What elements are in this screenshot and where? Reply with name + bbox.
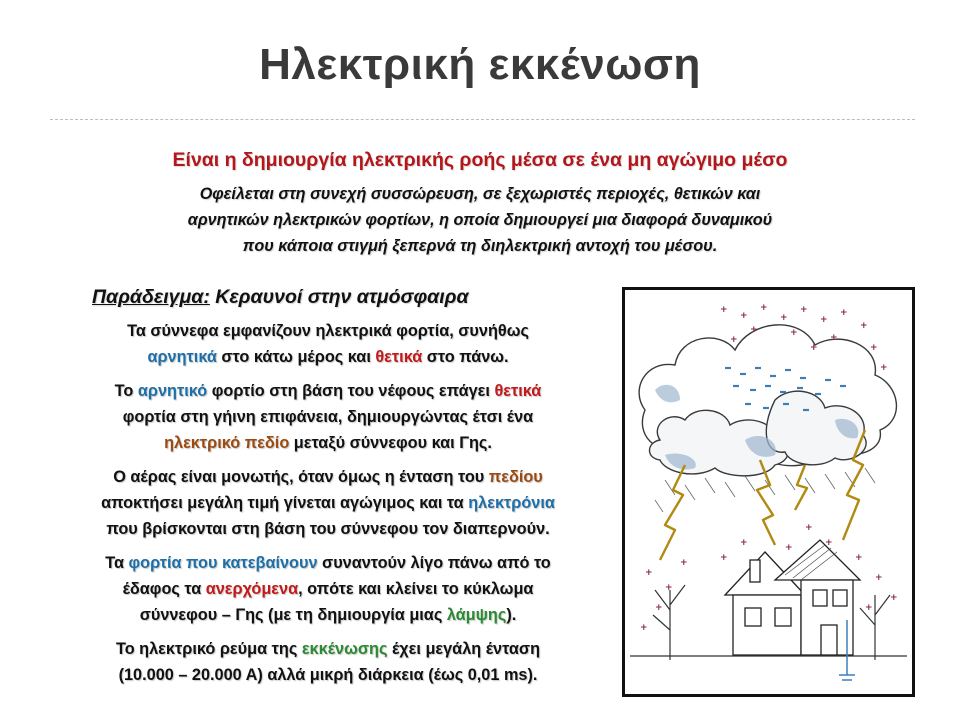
title-divider (50, 119, 915, 120)
svg-text:+: + (890, 593, 898, 603)
svg-text:+: + (875, 573, 883, 583)
svg-text:+: + (810, 343, 818, 353)
example-text: Κεραυνοί στην ατμόσφαιρα (209, 286, 469, 308)
svg-text:+: + (865, 603, 873, 613)
svg-text:+: + (740, 538, 748, 548)
p2-line-1 (48, 378, 608, 404)
p2-negative-word: αρνητικό (137, 382, 208, 400)
svg-text:+: + (860, 321, 868, 331)
thunderstorm-illustration (622, 287, 915, 697)
p4-line-1 (48, 550, 608, 576)
p4-b: συναντούν λίγο πάνω από το (317, 554, 551, 572)
svg-text:+: + (840, 308, 848, 318)
svg-text:+: + (880, 363, 888, 373)
paragraph-4 (48, 550, 608, 628)
p4-a: Τα (105, 554, 129, 572)
svg-text:+: + (790, 328, 798, 338)
p5-b: έχει μεγάλη ένταση (387, 640, 541, 658)
p4-ascending-word: ανερχόμενα (205, 580, 299, 598)
svg-text:+: + (665, 583, 673, 593)
explanation-line-1: Οφείλεται στη συνεχή συσσώρευση, σε ξεχωριστές περιοχές, θετικών και (199, 185, 761, 203)
paragraph-5 (48, 636, 608, 688)
p3-line-1 (48, 464, 608, 490)
slide-title: Ηλεκτρική εκκένωση (259, 40, 701, 89)
p3-electrons-word: ηλεκτρόνια (468, 494, 555, 512)
svg-text:+: + (645, 568, 653, 578)
p2-field-word: ηλεκτρικό πεδίο (164, 434, 290, 452)
thunderstorm-house-icon (625, 290, 912, 694)
svg-text:+: + (720, 553, 728, 563)
p5-a: Το ηλεκτρικό ρεύμα της (115, 640, 302, 658)
example-label: Παράδειγμα: (92, 286, 210, 308)
svg-text:+: + (800, 305, 808, 315)
p4-c: έδαφος τα (122, 580, 206, 598)
p4-line-2 (48, 576, 608, 602)
p1-line-2 (48, 344, 608, 370)
svg-text:+: + (720, 305, 728, 315)
svg-text:+: + (820, 315, 828, 325)
p5-line-2: (10.000 – 20.000 Α) αλλά μικρή διάρκεια (έως 0,01 ms). (118, 666, 538, 684)
p2-b: φορτίο στη βάση του νέφους επάγει (207, 382, 495, 400)
p1-line-1: Τα σύννεφα εμφανίζουν ηλεκτρικά φορτία, συνήθως (127, 322, 529, 340)
paragraph-1 (48, 318, 608, 370)
svg-text:+: + (825, 538, 833, 548)
svg-text:+: + (680, 558, 688, 568)
svg-text:+: + (855, 553, 863, 563)
p2-c: μεταξύ σύννεφου και Γης. (289, 434, 492, 452)
p1-negative-word: αρνητικά (147, 348, 217, 366)
paragraph-2 (48, 378, 608, 456)
svg-text:+: + (780, 313, 788, 323)
p1-end: στο πάνω. (422, 348, 509, 366)
svg-text:+: + (805, 523, 813, 533)
p2-line-2: φορτία στη γήινη επιφάνεια, δημιουργώντας έτσι ένα (122, 408, 534, 426)
p4-line-3 (48, 602, 608, 628)
svg-text:+: + (750, 325, 758, 335)
house-icon (725, 540, 860, 655)
p4-e: σύννεφου – Γης (με τη δημιουργία μιας (139, 606, 447, 624)
svg-text:+: + (785, 543, 793, 553)
p4-d: , οπότε και κλείνει το κύκλωμα (298, 580, 534, 598)
p1-mid: στο κάτω μέρος και (216, 348, 376, 366)
explanation-line-3: που κάποια στιγμή ξεπερνά τη διηλεκτρική αντοχή του μέσου. (242, 237, 718, 255)
explanation-text (90, 181, 870, 259)
svg-text:+: + (760, 303, 768, 313)
p4-descending-word: φορτία που κατεβαίνουν (128, 554, 318, 572)
svg-text:+: + (730, 335, 738, 345)
svg-text:+: + (740, 311, 748, 321)
svg-text:+: + (655, 603, 663, 613)
p2-positive-word: θετικά (494, 382, 542, 400)
paragraph-3 (48, 464, 608, 542)
p4-f: ). (506, 606, 517, 624)
p5-discharge-word: εκκένωσης (301, 640, 388, 658)
svg-text:+: + (870, 343, 878, 353)
p3-line-3: που βρίσκονται στη βάση του σύννεφου τον διαπερνούν. (106, 520, 550, 538)
p2-a: Το (114, 382, 138, 400)
p3-field-word: πεδίου (488, 468, 543, 486)
p1-positive-word: θετικά (375, 348, 423, 366)
example-heading (92, 286, 469, 309)
p5-line-1 (48, 636, 608, 662)
p2-line-3 (48, 430, 608, 456)
example-paragraphs (48, 318, 608, 696)
svg-text:+: + (830, 333, 838, 343)
definition-text: Είναι η δημιουργία ηλεκτρικής ροής μέσα σε ένα μη αγώγιμο μέσο (172, 149, 788, 171)
p3-a: Ο αέρας είναι μονωτής, όταν όμως η ένταση του (113, 468, 489, 486)
explanation-line-2: αρνητικών ηλεκτρικών φορτίων, η οποία δημιουργεί μια διαφορά δυναμικού (187, 211, 773, 229)
p3-line-2 (48, 490, 608, 516)
p3-b: αποκτήσει μεγάλη τιμή γίνεται αγώγιμος και τα (101, 494, 469, 512)
svg-text:+: + (640, 623, 648, 633)
p4-flash-word: λάμψης (446, 606, 507, 624)
